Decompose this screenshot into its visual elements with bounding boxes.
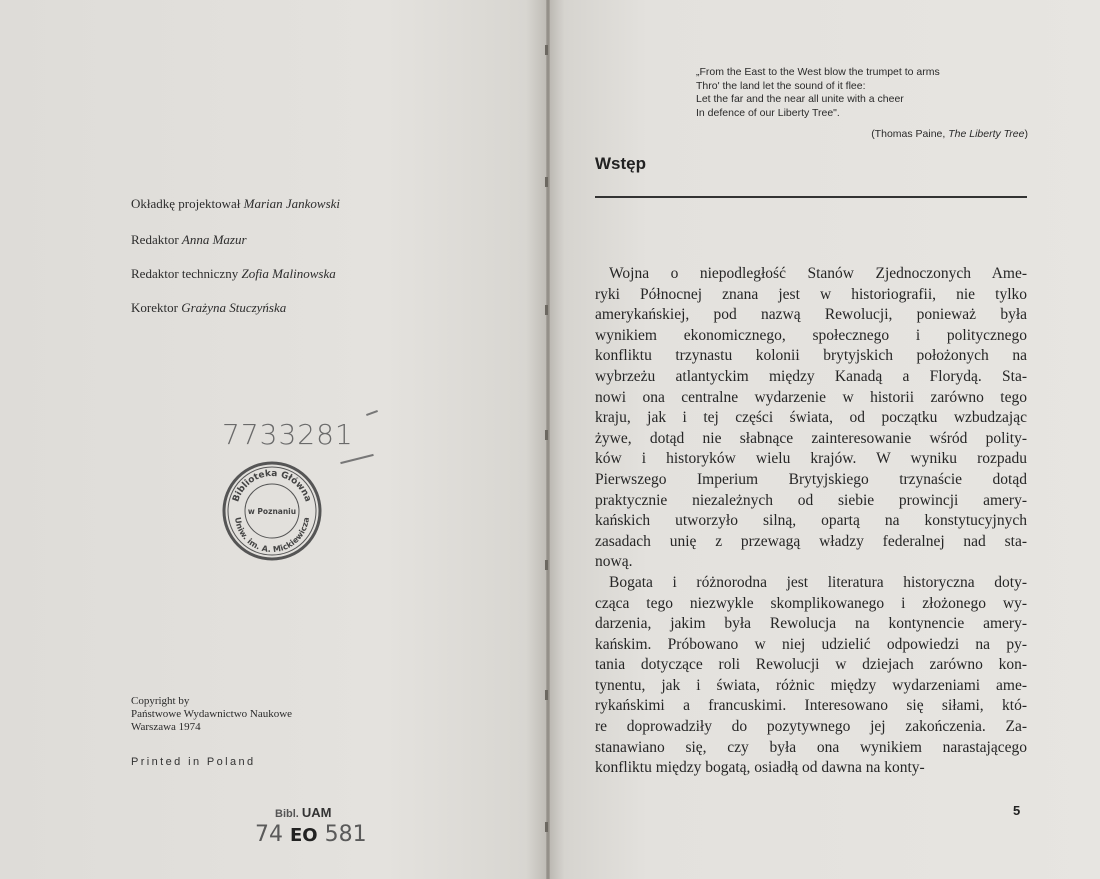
- text-line: re doprowadziły do pozytywnego jej zakończenia. Za-: [595, 718, 1027, 736]
- library-mark-prefix: Bibl.: [275, 808, 299, 820]
- text-line: ryki Północnej znana jest w historiografii, nie tylko: [595, 285, 1027, 303]
- credit-name: Zofia Malinowska: [241, 266, 336, 281]
- copyright-block: [131, 695, 292, 734]
- credit-name: Anna Mazur: [181, 232, 247, 247]
- page-number: 5: [1013, 803, 1021, 818]
- publication-place-year: Warszawa 1974: [131, 721, 201, 733]
- epigraph-line: Let the far and the near all unite with a cheer: [696, 93, 904, 105]
- credit-technical-editor: [131, 266, 336, 282]
- copyright-line: Copyright by: [131, 695, 190, 707]
- chapter-title: Wstęp: [595, 154, 646, 173]
- binding-stitch: [545, 560, 548, 570]
- credit-cover-designer: [131, 196, 340, 212]
- library-mark-uam: UAM: [301, 805, 332, 820]
- title-rule: [595, 196, 1027, 198]
- text-line: cząca tego niezwykle skomplikowanego i złożonego wy-: [595, 594, 1027, 612]
- binding-stitch: [545, 305, 548, 315]
- epigraph-line: „From the East to the West blow the trumpet to arms: [696, 66, 940, 78]
- text-line: Bogata i różnorodna jest literatura historyczna doty-: [609, 573, 1027, 591]
- text-line: Pierwszego Imperium Brytyjskiego trzynaście dotąd: [595, 470, 1027, 488]
- text-line: wynikiem ekonomicznego, społecznego i politycznego: [595, 326, 1027, 344]
- paragraph-2: [595, 573, 1027, 779]
- text-line: tania dotyczące roli Rewolucji w dziejach zarówno kon-: [595, 656, 1027, 674]
- binding-stitch: [545, 822, 548, 832]
- printed-in: Printed in Poland: [131, 756, 256, 768]
- binding-stitch: [545, 690, 548, 700]
- epigraph-line: In defence of our Liberty Tree".: [696, 106, 840, 119]
- body-text: [595, 264, 1027, 779]
- text-line: konfliktu między bogatą, osiadłą od dawna na konty-: [595, 759, 925, 777]
- paragraph-1: [595, 264, 1027, 573]
- library-mark-number: 581: [324, 822, 367, 847]
- credit-role: Redaktor techniczny: [131, 266, 239, 281]
- binding-stitch: [545, 177, 548, 187]
- credit-role: Redaktor: [131, 232, 179, 247]
- binding-stitch: [545, 430, 548, 440]
- text-line: Wojna o niepodległość Stanów Zjednoczonych Ame-: [609, 265, 1027, 282]
- epigraph: [696, 66, 940, 120]
- text-line: ków i historyków wielu krajów. W wyniku rozpadu: [595, 450, 1027, 468]
- library-mark-number-prefix: 74: [255, 822, 283, 847]
- publisher-name: Państwowe Wydawnictwo Naukowe: [131, 708, 293, 720]
- text-line: wybrzeżu atlantyckim między Kanadą a Florydą. Sta-: [595, 367, 1027, 385]
- library-stamp: [221, 460, 323, 562]
- credit-name: Marian Jankowski: [243, 196, 341, 211]
- text-line: rykańskimi a francuskimi. Interesowano się siłami, któ-: [595, 697, 1027, 715]
- text-line: kańskich utworzyło silną, opartą na konstytucyjnych: [595, 512, 1027, 530]
- text-line: praktycznie niezależnych od siebie prowincji amery-: [595, 491, 1027, 509]
- text-line: kańskim. Próbowano w niej udzielić odpowiedzi na py-: [595, 635, 1027, 653]
- credit-role: Okładkę projektował: [131, 196, 241, 211]
- stamp-text-bottom: Uniw. im. A. Mickiewicza: [232, 516, 311, 555]
- text-line: nowi ona centralne wydarzenie w historii zarówno tego: [595, 388, 1027, 406]
- text-line: konfliktu trzynastu kolonii brytyjskich położonych na: [595, 347, 1027, 365]
- citation-author: (Thomas Paine,: [871, 128, 949, 140]
- credit-role: Korektor: [131, 300, 178, 315]
- accession-number: 7733281: [222, 418, 354, 451]
- binding-stitch: [545, 45, 548, 55]
- text-line: stanawiano się, czy była ona wynikiem narastającego: [595, 738, 1027, 756]
- text-line: zasadach unię z przewagą władzy federalnej nad sta-: [595, 532, 1027, 550]
- epigraph-line: Thro' the land let the sound of it flee:: [696, 79, 866, 92]
- library-mark-top: [275, 805, 332, 820]
- library-mark-bottom: [255, 822, 367, 847]
- credit-name: Grażyna Stuczyńska: [181, 300, 287, 315]
- text-line: amerykańskiej, pod nazwą Rewolucji, ponieważ była: [595, 306, 1027, 324]
- text-line: tynentu, jak i świata, różnic między wydarzeniami ame-: [595, 676, 1027, 694]
- stamp-text-top: Biblioteka Główna: [231, 468, 313, 504]
- stamp-text-center: w Poznaniu: [247, 507, 297, 516]
- epigraph-citation: [871, 128, 1028, 140]
- credit-editor: [131, 232, 247, 248]
- library-mark-code: EO: [290, 825, 318, 846]
- text-line: kraju, jak i tej części świata, od początku wzbudzając: [595, 409, 1027, 427]
- text-line: żywe, dotąd nie słabnące zainteresowanie wśród polity-: [595, 429, 1027, 447]
- credit-proofreader: [131, 300, 286, 316]
- text-line: nową.: [595, 553, 633, 571]
- citation-work: The Liberty Tree: [948, 128, 1025, 140]
- text-line: darzenia, jakim była Rewolucja na kontynencie amery-: [595, 615, 1027, 633]
- citation-close: ): [1024, 128, 1028, 140]
